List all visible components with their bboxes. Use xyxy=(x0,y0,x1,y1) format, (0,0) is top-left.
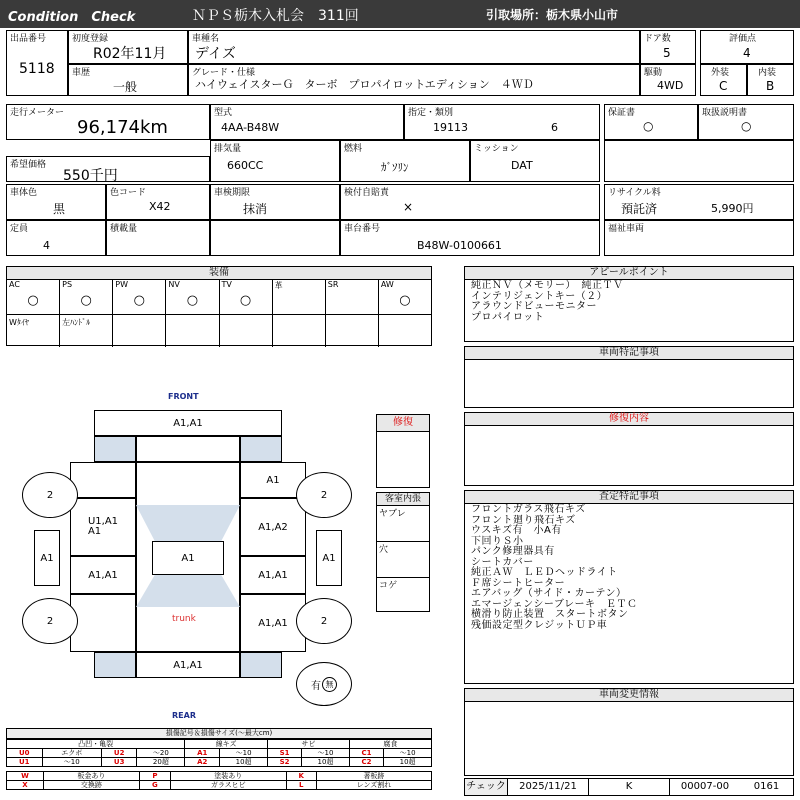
fuel-cell xyxy=(340,140,470,182)
interior-damage-items xyxy=(377,506,429,613)
tire-rear-right-value: 2 xyxy=(320,615,328,627)
hood-panel xyxy=(94,410,282,436)
recycle-label: リサイクル料 xyxy=(608,188,661,198)
interior-damage-item: ヤブレ xyxy=(377,506,429,542)
legend-u1-v: ～10 xyxy=(42,758,101,767)
tire-front-right xyxy=(296,472,352,518)
legend-s2-v: 10超 xyxy=(302,758,350,767)
legend-w-v: 板金あり xyxy=(43,772,139,781)
inspection-note-line: フロントガラス飛石キズ xyxy=(471,504,586,515)
capacity-cell xyxy=(6,220,106,256)
designation-cell xyxy=(404,104,600,140)
inspection-note-line: 横滑り防止装置 スタートボタン xyxy=(471,609,629,620)
appeal-title: アピールポイント xyxy=(465,267,793,280)
check-mark: K xyxy=(589,779,670,795)
load-label: 積載量 xyxy=(110,224,138,234)
equipment-cell xyxy=(113,315,166,347)
legend-dent-head: 凸凹・亀裂 xyxy=(7,740,185,749)
selfcheck-cell xyxy=(340,184,600,220)
check-date: 2025/11/21 xyxy=(508,779,589,795)
equipment-cell xyxy=(273,315,326,347)
designation-value: 19113 xyxy=(433,121,468,134)
equipment-cell xyxy=(7,280,60,314)
blank-cell-right xyxy=(604,140,794,182)
right-mirror-damage: A1 xyxy=(322,552,336,564)
warranty-label: 保証書 xyxy=(608,108,636,118)
model-cell xyxy=(210,104,404,140)
header-bar xyxy=(0,0,800,28)
lot-cell xyxy=(6,30,68,96)
roof-panel xyxy=(152,541,224,575)
auction-title: ＮＰＳ栃木入札会 311回 xyxy=(192,8,359,24)
legend-p: P xyxy=(139,772,170,781)
equipment-panel xyxy=(6,266,432,346)
left-mirror-damage: A1 xyxy=(40,552,54,564)
equipment-cell xyxy=(220,315,273,347)
grade-cell xyxy=(188,64,640,96)
equipment-row-2 xyxy=(7,315,431,347)
price-value: 550千円 xyxy=(63,168,118,184)
equipment-mark: ○ xyxy=(186,293,199,308)
appeal-line: プロパイロット xyxy=(471,311,545,323)
right-front-door-damage: A1,A2 xyxy=(258,521,288,533)
inspection-label: 車検期限 xyxy=(214,188,251,198)
manual-label: 取扱説明書 xyxy=(702,108,748,118)
tire-front-right-value: 2 xyxy=(320,489,328,501)
color-code-label: 色コード xyxy=(110,188,147,198)
score-value: 4 xyxy=(743,46,751,60)
mileage-label: 走行メーター xyxy=(10,108,65,118)
price-cell xyxy=(6,156,210,182)
history-label: 車歴 xyxy=(72,68,91,78)
legend-w: W xyxy=(7,772,44,781)
displacement-value: 660CC xyxy=(227,159,264,172)
inspection-note-line: エマージェンシーブレーキ ＥＴＣ xyxy=(471,598,638,610)
spare-tire xyxy=(296,662,352,706)
equipment-cell xyxy=(326,315,379,347)
appeal-line: アラウンドビューモニター xyxy=(471,301,597,312)
grade-value: ハイウェイスターＧ ターボ プロパイロットエディション ４ＷＤ xyxy=(195,78,534,91)
equipment-label: AW xyxy=(380,280,394,289)
load-cell xyxy=(106,220,210,256)
price-label: 希望価格 xyxy=(10,160,47,170)
grade-label: グレード・仕様 xyxy=(192,68,256,78)
legend-s1-v: ～10 xyxy=(302,749,350,758)
repair-box xyxy=(376,414,430,488)
change-info-title: 車両変更情報 xyxy=(465,689,793,702)
rear-bumper-damage: A1,A1 xyxy=(173,659,203,671)
color-label: 車体色 xyxy=(10,188,38,198)
fuel-value: ｶﾞｿﾘﾝ xyxy=(381,161,409,174)
color-code-cell xyxy=(106,184,210,220)
right-rear-door xyxy=(240,556,306,594)
model-label: 型式 xyxy=(214,108,233,118)
equipment-label: 左ﾊﾝﾄﾞﾙ xyxy=(62,318,91,327)
footer-bar xyxy=(464,778,794,796)
chassis-cell xyxy=(340,220,600,256)
pickup-location: 引取場所：栃木県小山市 xyxy=(486,8,619,22)
designation-label: 指定・類別 xyxy=(408,108,454,118)
left-rear-door xyxy=(70,556,136,594)
spare-tire-mark xyxy=(322,677,337,692)
name-label: 車種名 xyxy=(192,34,220,44)
equipment-mark: ○ xyxy=(27,293,39,308)
legend-u3: U3 xyxy=(101,758,137,767)
name-cell xyxy=(188,30,640,64)
recycle-amount: 5,990円 xyxy=(711,202,754,215)
inspection-note-line: Ｆ席シートヒーター xyxy=(471,577,566,589)
appeal-panel xyxy=(464,266,794,342)
condition-check-title: Condition Check xyxy=(8,10,136,25)
legend-scratch-head: 線キズ xyxy=(185,740,268,749)
equipment-cell xyxy=(379,315,431,347)
equipment-label: 革 xyxy=(274,281,283,290)
welfare-cell xyxy=(604,220,794,256)
footer-code: 00007-00 xyxy=(680,781,730,792)
color-code-value: X42 xyxy=(149,200,171,213)
name-value: デイズ xyxy=(195,46,236,62)
warranty-cell xyxy=(604,104,698,140)
change-info-panel xyxy=(464,688,794,776)
doors-label: ドア数 xyxy=(644,34,671,44)
selfcheck-label: 検付自賠責 xyxy=(344,188,390,198)
tire-rear-left-value: 2 xyxy=(46,615,54,627)
score-label: 評価点 xyxy=(729,34,757,44)
selfcheck-value: × xyxy=(403,200,414,214)
mileage-cell xyxy=(6,104,210,140)
legend-c2: C2 xyxy=(349,758,383,767)
equipment-cell xyxy=(379,280,431,314)
equipment-label: Wﾀｲﾔ xyxy=(9,318,29,327)
right-fender-damage: A1 xyxy=(266,474,280,486)
interior-damage-item: コゲ xyxy=(379,581,398,591)
inspection-value: 抹消 xyxy=(243,202,268,216)
equipment-title: 装備 xyxy=(7,267,431,280)
legend-p-v: 塗装あり xyxy=(171,772,287,781)
roof-damage: A1 xyxy=(181,552,195,564)
exterior-value: C xyxy=(719,79,728,93)
displacement-cell xyxy=(210,140,340,182)
right-rear-quarter-damage: A1,A1 xyxy=(258,617,288,629)
right-front-door xyxy=(240,498,306,556)
mission-cell xyxy=(470,140,600,182)
mission-label: ミッション xyxy=(474,144,519,154)
inspection-note-line: ウスキズ有 小A有 xyxy=(471,525,562,536)
legend-panel xyxy=(6,728,432,790)
footer-number: 0161 xyxy=(753,781,780,792)
repair-detail-title: 修復内容 xyxy=(465,413,793,426)
legend-fushoku-head: 腐食 xyxy=(349,740,431,749)
mission-value: DAT xyxy=(511,159,533,172)
legend-a1-v: ～10 xyxy=(220,749,268,758)
equipment-label: NV xyxy=(168,280,180,289)
color-value: 黒 xyxy=(53,202,66,216)
equipment-cell xyxy=(60,280,113,314)
fuel-label: 燃料 xyxy=(344,144,363,154)
legend-sabi-head: サビ xyxy=(267,740,349,749)
interior-damage-box xyxy=(376,492,430,612)
equipment-label: SR xyxy=(327,280,339,289)
front-label: FRONT xyxy=(168,392,199,401)
tire-front-left xyxy=(22,472,78,518)
legend-c1-v: ～10 xyxy=(384,749,432,758)
legend-s1: S1 xyxy=(267,749,301,758)
equipment-mark: ○ xyxy=(80,293,92,308)
inspection-cell xyxy=(210,184,340,220)
bonnet-panel xyxy=(136,436,240,462)
appeal-lines xyxy=(465,280,793,324)
interior-label: 内装 xyxy=(758,68,777,78)
legend-u1: U1 xyxy=(7,758,43,767)
legend-l-v: レンズ割れ xyxy=(316,781,431,790)
inspection-note-line: 純正ＡＷ ＬＥＤヘッドライト xyxy=(471,567,618,578)
legend-c1: C1 xyxy=(349,749,383,758)
displacement-label: 排気量 xyxy=(214,144,242,154)
equipment-row-1 xyxy=(7,280,431,315)
legend-s2: S2 xyxy=(267,758,301,767)
first-reg-value: R02年11月 xyxy=(93,46,167,62)
left-front-door xyxy=(70,498,136,556)
trunk-label: trunk xyxy=(172,614,196,624)
mileage-value: 96,174km xyxy=(77,117,168,138)
first-reg-cell xyxy=(68,30,188,64)
repair-label: 修復 xyxy=(377,415,429,432)
legend-a2: A2 xyxy=(185,758,220,767)
category-value: 6 xyxy=(551,121,558,134)
legend-u0-v: エクボ xyxy=(42,749,101,758)
left-front-door-damage: U1,A1 A1 xyxy=(87,516,119,537)
hood-damage: A1,A1 xyxy=(173,417,203,429)
front-left-glass xyxy=(94,436,136,462)
left-mirror xyxy=(34,530,60,586)
equipment-cell xyxy=(326,280,379,314)
equipment-mark: ○ xyxy=(133,293,145,308)
left-rear-quarter xyxy=(70,594,136,652)
legend-g: G xyxy=(139,781,170,790)
doors-cell xyxy=(640,30,696,64)
inspection-note-line: フロント廻り飛石キズ xyxy=(471,514,576,526)
drive-label: 駆動 xyxy=(644,68,663,78)
capacity-value: 4 xyxy=(43,239,50,252)
interior-cell xyxy=(747,64,794,96)
left-fender xyxy=(70,462,136,498)
inspection-notes-lines xyxy=(465,504,793,632)
repair-detail-panel xyxy=(464,412,794,486)
inspection-note-line: シートカバー xyxy=(471,556,534,568)
left-rear-door-damage: A1,A1 xyxy=(88,569,118,581)
inspection-note-line: 残価設定型クレジットＵＰ車 xyxy=(471,619,608,631)
rear-label: REAR xyxy=(172,711,196,720)
tire-front-left-value: 2 xyxy=(46,489,54,501)
legend-c2-v: 10超 xyxy=(384,758,432,767)
manual-cell xyxy=(698,104,794,140)
legend-k-v: 著板跡 xyxy=(316,772,431,781)
check-label: チェック xyxy=(465,779,508,795)
warranty-value: ○ xyxy=(643,119,654,133)
legend-a1: A1 xyxy=(185,749,220,758)
right-mirror xyxy=(316,530,342,586)
tire-rear-right xyxy=(296,598,352,644)
lot-label: 出品番号 xyxy=(10,34,47,44)
drive-value: 4WD xyxy=(657,79,684,92)
inspection-notes-panel xyxy=(464,490,794,684)
exterior-label: 外装 xyxy=(711,68,730,78)
front-right-glass xyxy=(240,436,282,462)
history-cell xyxy=(68,64,188,96)
equipment-cell xyxy=(113,280,166,314)
inspection-note-line: 下回りＳ小 xyxy=(471,535,524,547)
right-rear-door-damage: A1,A1 xyxy=(258,569,288,581)
rear-bumper-center xyxy=(136,652,240,678)
tire-rear-left xyxy=(22,598,78,644)
inspection-note-line: エアバッグ（サイド・カーテン） xyxy=(471,588,627,599)
legend-g-v: ガラスヒビ xyxy=(171,781,287,790)
spare-tire-label: 有 xyxy=(311,680,321,692)
chassis-value: B48W-0100661 xyxy=(417,239,502,252)
equipment-label: TV xyxy=(221,280,232,289)
special-notes-panel xyxy=(464,346,794,408)
equipment-cell xyxy=(166,315,219,347)
legend-u2: U2 xyxy=(101,749,137,758)
legend-k: K xyxy=(286,772,316,781)
legend-u0: U0 xyxy=(7,749,43,758)
recycle-cell xyxy=(604,184,794,220)
first-reg-label: 初度登録 xyxy=(72,34,109,44)
equipment-cell xyxy=(220,280,273,314)
legend-u2-v: ～20 xyxy=(137,749,185,758)
welfare-label: 福祉車両 xyxy=(608,224,645,234)
model-value: 4AA-B48W xyxy=(221,121,280,134)
doors-value: 5 xyxy=(663,46,671,60)
equipment-cell xyxy=(166,280,219,314)
manual-value: ○ xyxy=(741,119,752,133)
legend-table xyxy=(6,739,432,767)
equipment-mark: ○ xyxy=(239,293,252,308)
interior-damage-item: 穴 xyxy=(377,542,429,578)
history-value: 一般 xyxy=(113,80,138,94)
inspection-notes-title: 査定特記事項 xyxy=(465,491,793,504)
score-cell xyxy=(700,30,794,64)
blank-cell-mid xyxy=(210,220,340,256)
drive-cell xyxy=(640,64,696,96)
equipment-label: PS xyxy=(62,280,73,289)
legend-a2-v: 10超 xyxy=(220,758,268,767)
spare-tire-mark-text: 無 xyxy=(325,679,334,689)
exterior-cell xyxy=(700,64,747,96)
lot-number: 5118 xyxy=(19,61,55,77)
equipment-label: AC xyxy=(9,280,20,289)
legend-l: L xyxy=(286,781,316,790)
legend-title: 損傷記号＆損傷サイズ(～最大cm) xyxy=(6,728,432,739)
legend-x: X xyxy=(7,781,44,790)
legend-x-v: 交換跡 xyxy=(43,781,139,790)
equipment-cell xyxy=(273,280,326,314)
recycle-status: 預託済 xyxy=(621,202,658,216)
capacity-label: 定員 xyxy=(10,224,29,234)
inspection-note-line: パンク修理器具有 xyxy=(471,546,555,557)
appeal-line: インテリジェントキー（２） xyxy=(471,290,608,302)
chassis-label: 車台番号 xyxy=(344,224,381,234)
equipment-mark: ○ xyxy=(399,293,411,308)
legend-u3-v: 20超 xyxy=(137,758,185,767)
interior-damage-title: 客室内張 xyxy=(377,493,429,506)
special-notes-title: 車両特記事項 xyxy=(465,347,793,360)
legend-table-2 xyxy=(6,771,432,790)
equipment-cell xyxy=(60,315,113,347)
equipment-label: PW xyxy=(115,280,128,289)
color-cell xyxy=(6,184,106,220)
interior-value: B xyxy=(766,79,775,93)
equipment-cell xyxy=(7,315,60,347)
appeal-line: 純正ＮＶ（メモリー） 純正ＴＶ xyxy=(471,280,624,291)
